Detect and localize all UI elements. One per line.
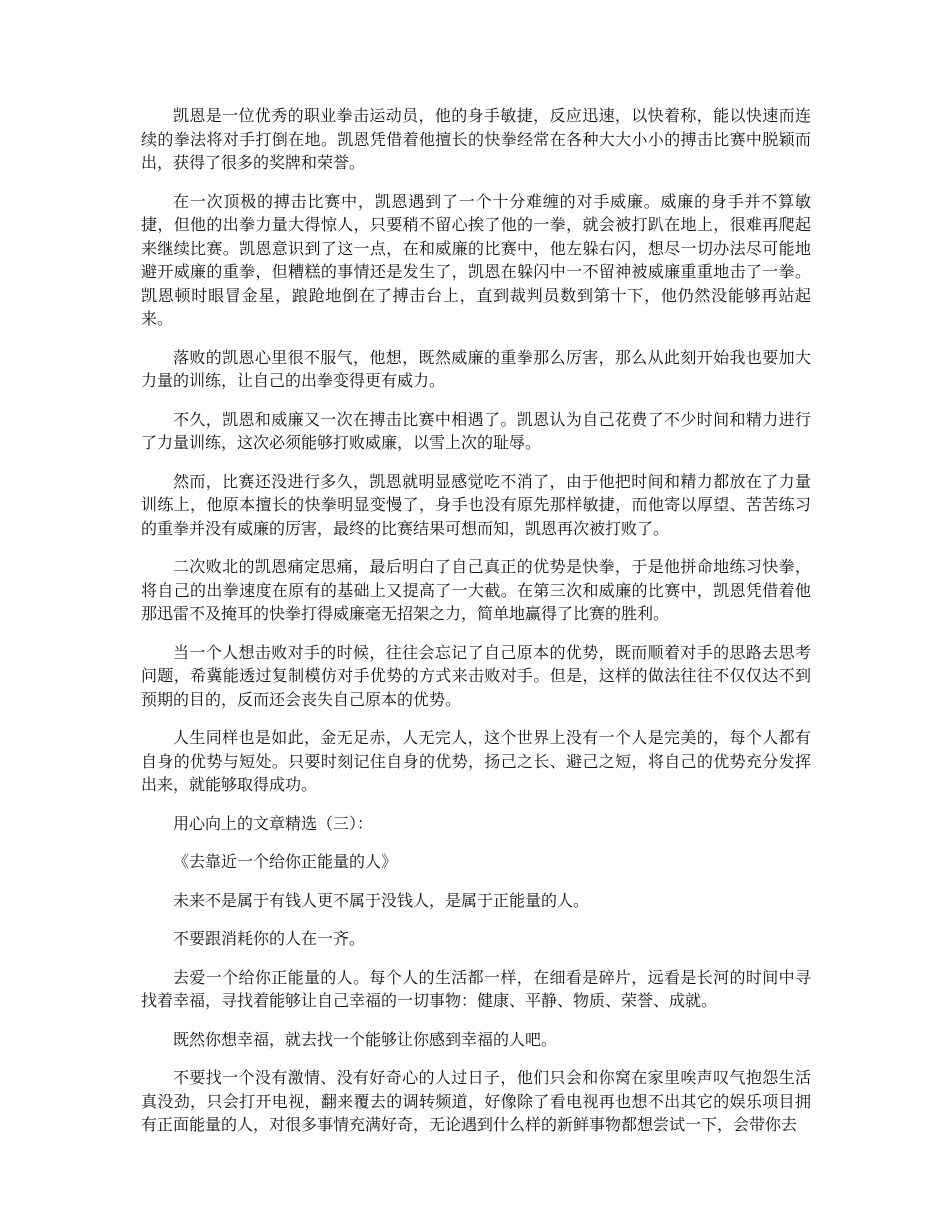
paragraph: 当一个人想击败对手的时候，往往会忘记了自己原本的优势，既而顺着对手的思路去思考问题，希冀能透过复制模仿对手优势的方式来击败对手。但是，这样的做法往往不仅仅达不到预期的目的，反而还会丧失自己原本的优势。 xyxy=(141,642,811,709)
section-heading: 用心向上的文章精选（三）： xyxy=(173,813,374,833)
paragraph: 不久，凯恩和威廉又一次在搏击比赛中相遇了。凯恩认为自己花费了不少时间和精力进行了力量训练，这次必须能够打败威廉，以雪上次的耻辱。 xyxy=(141,409,811,452)
paragraph: 既然你想幸福，就去找一个能够让你感到幸福的人吧。 xyxy=(173,1029,558,1049)
paragraph: 未来不是属于有钱人更不属于没钱人，是属于正能量的人。 xyxy=(173,890,590,910)
paragraph: 落败的凯恩心里很不服气，他想，既然威廉的重拳那么厉害，那么从此刻开始我也要加大力量的训练，让自己的出拳变得更有威力。 xyxy=(141,347,811,390)
article-title: 《去靠近一个给你正能量的人》 xyxy=(173,852,398,871)
paragraph: 不要跟消耗你的人在一齐。 xyxy=(173,929,366,948)
paragraph: 然而，比赛还没进行多久，凯恩就明显感觉吃不消了，由于他把时间和精力都放在了力量训练上，他原本擅长的快拳明显变慢了，身手也没有原先那样敏捷，而他寄以厚望、苦苦练习的重拳并没有威廉的厉害，最终的比赛结果可想而知，凯恩再次被打败了。 xyxy=(141,471,811,538)
paragraph: 在一次顶极的搏击比赛中，凯恩遇到了一个十分难缠的对手威廉。威廉的身手并不算敏捷，但他的出拳力量大得惊人，只要稍不留心挨了他的一拳，就会被打趴在地上，很难再爬起来继续比赛。凯恩意识到了这一点，在和威廉的比赛中，他左躲右闪，想尽一切办法尽可能地避开威廉的重拳，但糟糕的事情还是发生了，凯恩在躲闪中一不留神被威廉重重地击了一拳。凯恩顿时眼冒金星，踉跄地倒在了搏击台上，直到裁判员数到第十下，他仍然没能够再站起来。 xyxy=(141,191,811,328)
document-page xyxy=(141,104,811,1152)
paragraph: 人生同样也是如此，金无足赤，人无完人，这个世界上没有一个人是完美的，每个人都有自身的优势与短处。只要时刻记住自身的优势，扬己之长、避己之短，将自己的优势充分发挥出来，就能够取得成功。 xyxy=(141,728,811,794)
paragraph: 凯恩是一位优秀的职业拳击运动员，他的身手敏捷，反应迅速，以快着称，能以快速而连续的拳法将对手打倒在地。凯恩凭借着他擅长的快拳经常在各种大大小小的搏击比赛中脱颖而出，获得了很多的奖牌和荣誉。 xyxy=(141,106,811,172)
paragraph: 去爱一个给你正能量的人。每个人的生活都一样，在细看是碎片，远看是长河的时间中寻找着幸福，寻找着能够让自己幸福的一切事物：健康、平静、物质、荣誉、成就。 xyxy=(141,967,811,1010)
paragraph: 不要找一个没有激情、没有好奇心的人过日子，他们只会和你窝在家里唉声叹气抱怨生活真没劲，只会打开电视，翻来覆去的调转频道，好像除了看电视再也想不出其它的娱乐项目拥有正面能量的人，对很多事情充满好奇，无论遇到什么样的新鲜事物都想尝试一下，会带你去 xyxy=(141,1068,811,1134)
paragraph: 二次败北的凯恩痛定思痛，最后明白了自己真正的优势是快拳，于是他拼命地练习快拳，将自己的出拳速度在原有的基础上又提高了一大截。在第三次和威廉的比赛中，凯恩凭借着他那迅雷不及掩耳的快拳打得威廉毫无招架之力，简单地赢得了比赛的胜利。 xyxy=(141,557,811,623)
